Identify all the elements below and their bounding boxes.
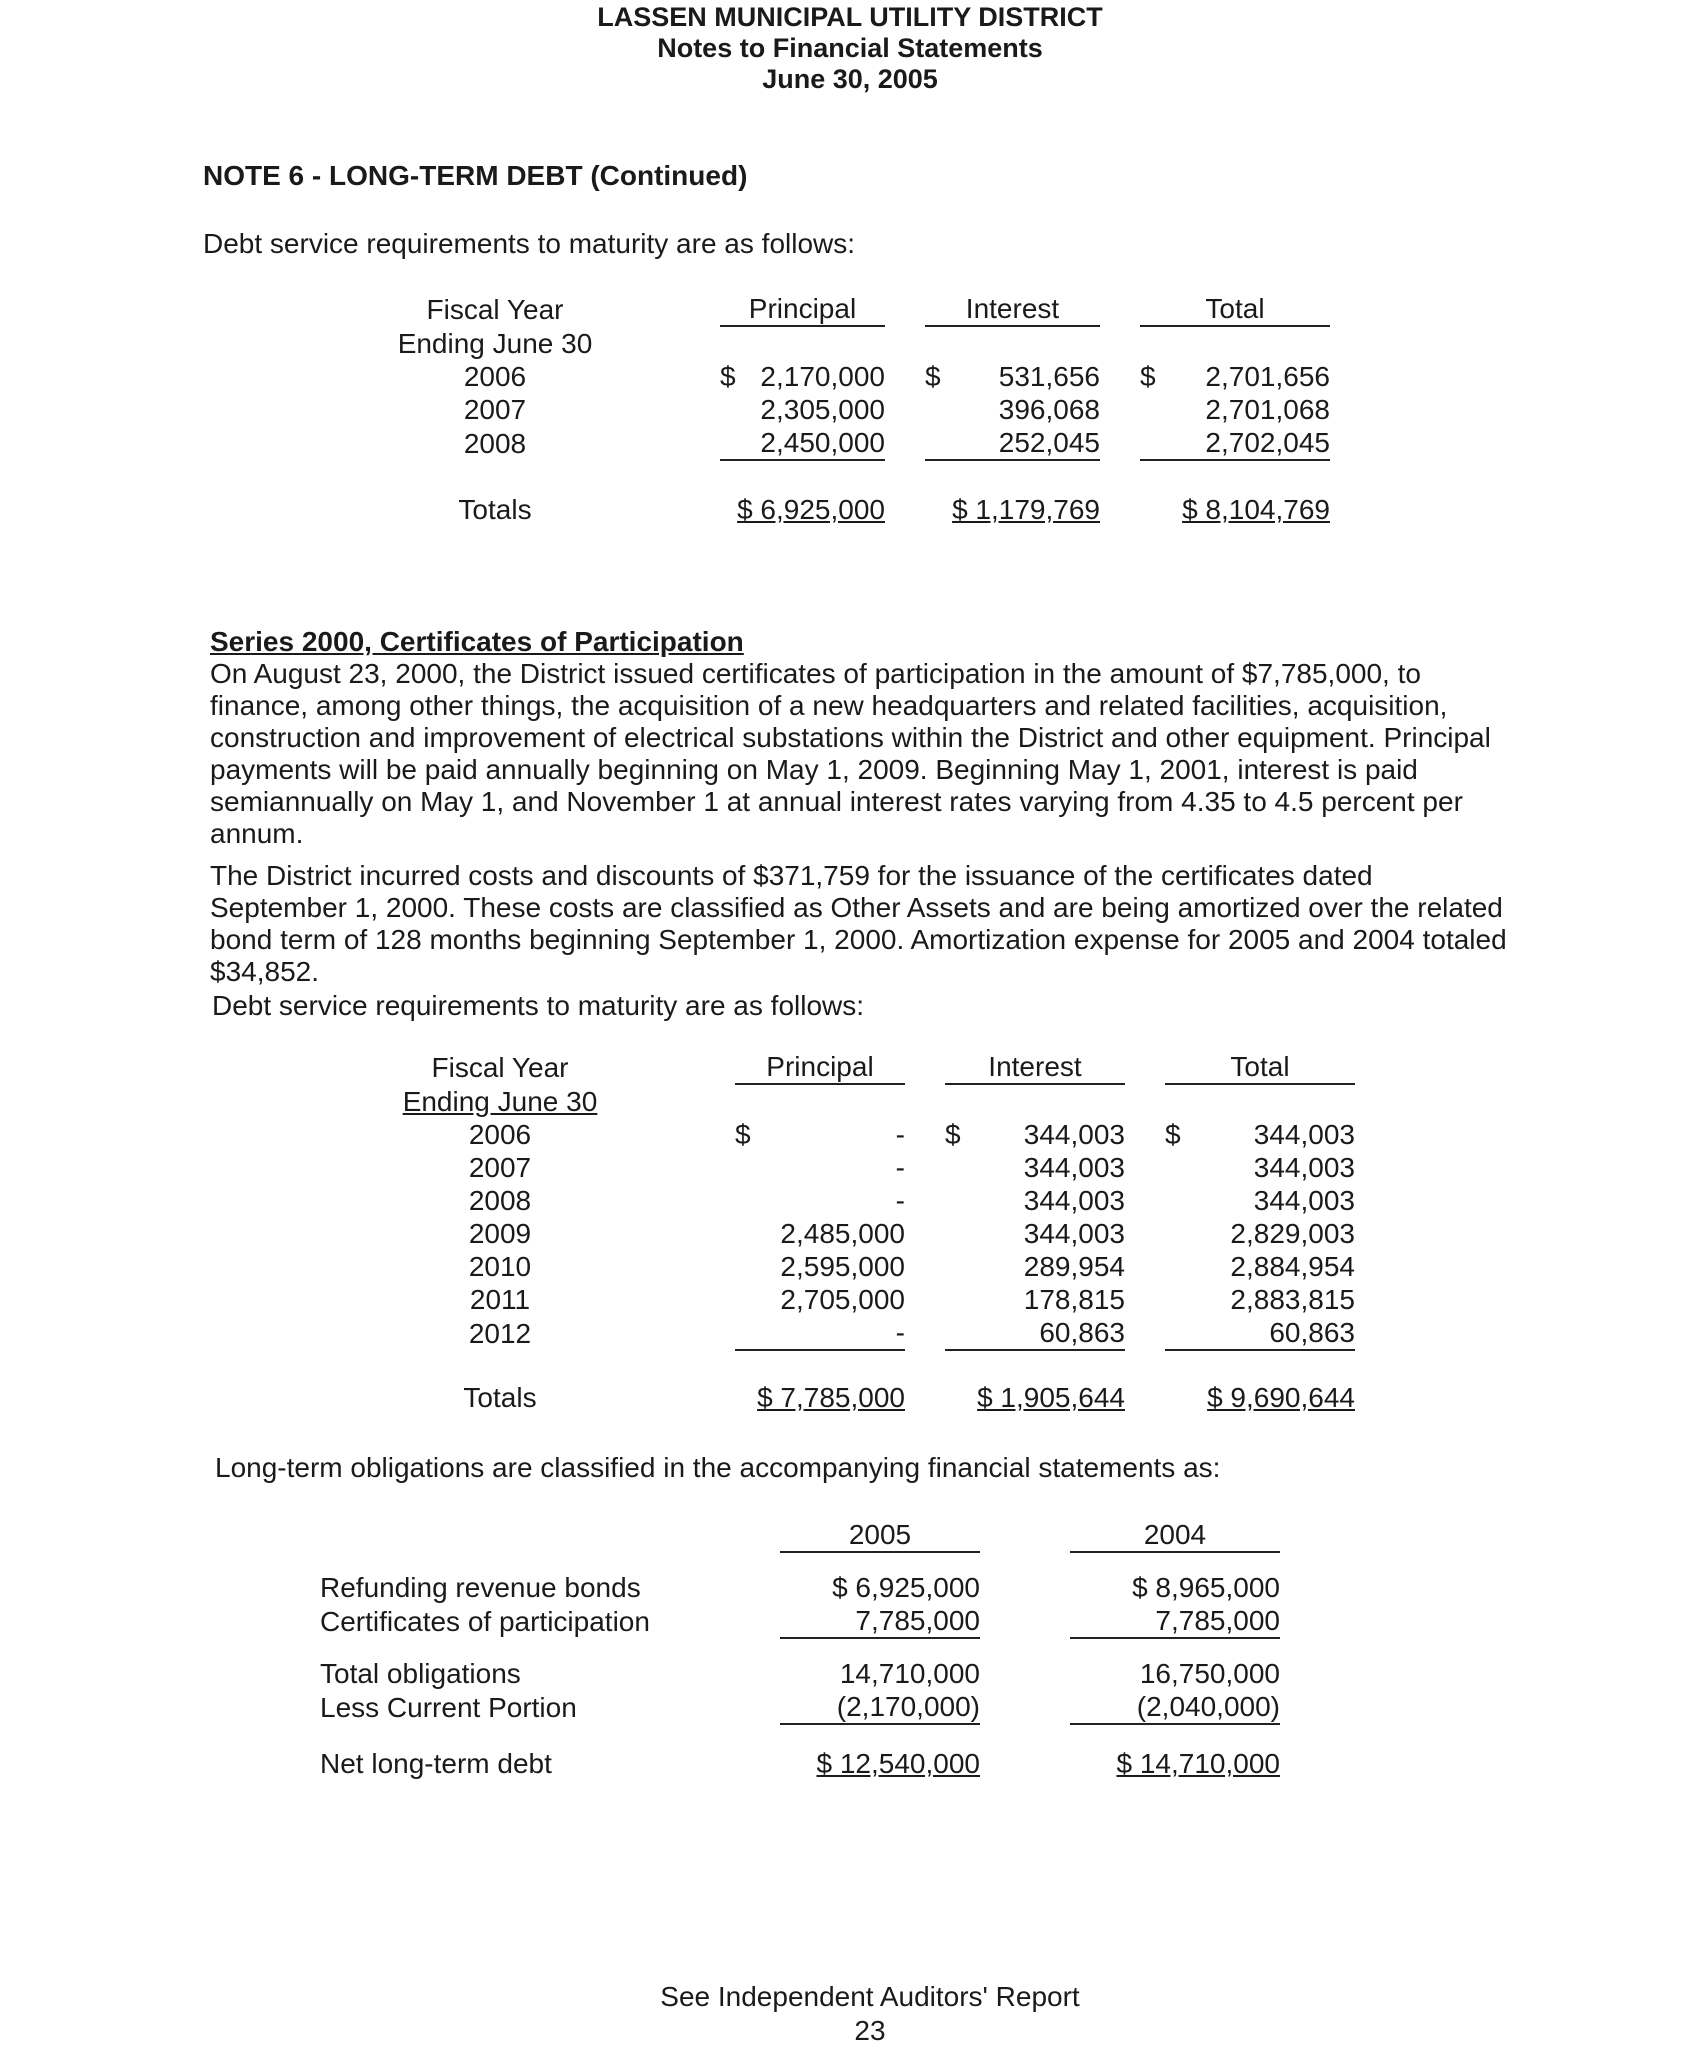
currency-cell <box>735 1151 760 1184</box>
year-cell: 2007 <box>468 1152 532 1183</box>
year-cell: 2007 <box>463 394 527 425</box>
table-header-row <box>385 292 1330 326</box>
principal-cell: 2,305,000 <box>760 394 885 425</box>
principal-total: $ 6,925,000 <box>737 494 885 525</box>
principal-header: Principal <box>720 292 885 326</box>
obligations-table <box>320 1518 1280 1780</box>
total-cell: 344,003 <box>1253 1152 1355 1183</box>
interest-header: Interest <box>925 292 1100 326</box>
row-label: Less Current Portion <box>320 1691 577 1723</box>
row-label: Net long-term debt <box>320 1748 552 1779</box>
principal-cell: 2,450,000 <box>745 426 885 460</box>
table-row <box>320 1747 1280 1780</box>
interest-cell: 396,068 <box>998 394 1100 425</box>
currency-cell <box>735 1316 760 1350</box>
ending-june-header: Ending June 30 <box>397 327 593 359</box>
auditors-report-note: See Independent Auditors' Report <box>660 1981 1080 2012</box>
currency-cell: $ <box>945 1119 961 1150</box>
currency-cell <box>945 1151 970 1184</box>
value-2004: (2,040,000) <box>1070 1690 1280 1724</box>
year-cell: 2012 <box>468 1317 532 1349</box>
page-number: 23 <box>854 2015 886 2046</box>
interest-cell: 289,954 <box>1023 1251 1125 1282</box>
currency-cell <box>735 1217 760 1250</box>
currency-cell <box>1165 1283 1190 1316</box>
total-header: Total <box>1165 1050 1355 1084</box>
table-row <box>395 1151 1355 1184</box>
document-subtitle: Notes to Financial Statements <box>657 33 1043 63</box>
ending-june-header: Ending June 30 <box>402 1085 598 1117</box>
interest-cell: 344,003 <box>1023 1185 1125 1216</box>
currency-cell <box>1140 393 1165 426</box>
interest-cell: 178,815 <box>1023 1284 1125 1315</box>
year-cell: 2008 <box>463 427 527 459</box>
interest-cell: 531,656 <box>998 361 1100 392</box>
principal-cell: - <box>895 1185 905 1216</box>
interest-cell: 344,003 <box>1023 1119 1125 1150</box>
principal-cell: 2,485,000 <box>780 1218 905 1249</box>
footer <box>0 1980 1700 2048</box>
currency-cell: $ <box>735 1119 751 1150</box>
value-2005: 14,710,000 <box>839 1658 980 1689</box>
total-cell: 2,701,068 <box>1205 394 1330 425</box>
currency-cell <box>720 393 745 426</box>
table-row <box>385 393 1330 426</box>
currency-cell <box>1140 426 1165 460</box>
table-row <box>395 1250 1355 1283</box>
principal-total: $ 7,785,000 <box>757 1382 905 1413</box>
table-row <box>385 360 1330 393</box>
row-label: Refunding revenue bonds <box>320 1572 641 1603</box>
currency-cell <box>1165 1316 1190 1350</box>
table-header-row <box>395 1050 1355 1084</box>
interest-total: $ 1,179,769 <box>952 494 1100 525</box>
document-date: June 30, 2005 <box>762 64 938 94</box>
interest-cell: 344,003 <box>1023 1218 1125 1249</box>
totals-row <box>395 1381 1355 1414</box>
currency-cell <box>945 1250 970 1283</box>
note-title: NOTE 6 - LONG-TERM DEBT (Continued) <box>203 160 748 191</box>
total-cell: 2,883,815 <box>1230 1284 1355 1315</box>
interest-header: Interest <box>945 1050 1125 1084</box>
year-2004-header: 2004 <box>1070 1518 1280 1552</box>
currency-cell <box>925 426 950 460</box>
year-cell: 2010 <box>468 1251 532 1282</box>
total-cell: 2,884,954 <box>1230 1251 1355 1282</box>
interest-cell: 252,045 <box>950 426 1100 460</box>
table-row <box>320 1604 1280 1638</box>
debt-schedule-table-1 <box>385 292 1330 526</box>
table-header-row <box>320 1518 1280 1552</box>
year-cell: 2011 <box>469 1284 531 1315</box>
value-2004: 16,750,000 <box>1139 1658 1280 1689</box>
document-header <box>0 2 1700 95</box>
row-label: Total obligations <box>320 1658 521 1689</box>
organization-name: LASSEN MUNICIPAL UTILITY DISTRICT <box>597 2 1103 32</box>
totals-row <box>385 493 1330 526</box>
year-2005-header: 2005 <box>780 1518 980 1552</box>
fiscal-year-header: Fiscal Year <box>431 1051 569 1083</box>
table-row <box>385 426 1330 460</box>
intro-text-3: Long-term obligations are classified in the accompanying financial statements as: <box>215 1452 1221 1483</box>
value-2005: $ 6,925,000 <box>832 1572 980 1603</box>
value-2005: $ 12,540,000 <box>816 1748 980 1779</box>
totals-label: Totals <box>463 1382 537 1413</box>
currency-cell <box>945 1184 970 1217</box>
row-label: Certificates of participation <box>320 1605 650 1637</box>
currency-cell: $ <box>1165 1119 1181 1150</box>
principal-header: Principal <box>735 1050 905 1084</box>
interest-cell: 344,003 <box>1023 1152 1125 1183</box>
total-header: Total <box>1140 292 1330 326</box>
table-row <box>395 1118 1355 1151</box>
currency-cell <box>735 1250 760 1283</box>
total-cell: 60,863 <box>1190 1316 1355 1350</box>
value-2005: 7,785,000 <box>780 1604 980 1638</box>
year-cell: 2009 <box>468 1218 532 1249</box>
fiscal-year-header: Fiscal Year <box>426 293 564 325</box>
total-cell: 2,701,656 <box>1205 361 1330 392</box>
principal-cell: 2,170,000 <box>760 361 885 392</box>
interest-total: $ 1,905,644 <box>977 1382 1125 1413</box>
table-row <box>395 1316 1355 1350</box>
table-row <box>320 1657 1280 1690</box>
principal-cell: 2,595,000 <box>780 1251 905 1282</box>
total-cell: 2,829,003 <box>1230 1218 1355 1249</box>
currency-cell: $ <box>720 361 736 392</box>
paragraph-1: On August 23, 2000, the District issued certificates of participation in the amount of $7,785,000, to finance, among other things, the acquisition of a new headquarters and related facilities, acquisition, construction and improvement of electrical substations within the District and other equipment. Principal payments will be paid annually beginning on May 1, 2009. Beginning May 1, 2001, interest is paid semiannually on May 1, and November 1 at annual interest rates varying from 4.35 to 4.5 percent per annum. <box>210 658 1491 849</box>
principal-cell: - <box>895 1152 905 1183</box>
year-cell: 2006 <box>468 1119 532 1150</box>
currency-cell <box>945 1316 970 1350</box>
table-row <box>395 1217 1355 1250</box>
table-row <box>395 1283 1355 1316</box>
table-row <box>320 1690 1280 1724</box>
table-row <box>320 1571 1280 1604</box>
currency-cell <box>945 1217 970 1250</box>
section-title: Series 2000, Certificates of Participation <box>210 626 744 657</box>
principal-cell: 2,705,000 <box>780 1284 905 1315</box>
table-row <box>395 1184 1355 1217</box>
value-2004: 7,785,000 <box>1070 1604 1280 1638</box>
currency-cell <box>1165 1250 1190 1283</box>
currency-cell: $ <box>1140 361 1156 392</box>
grand-total: $ 8,104,769 <box>1182 494 1330 525</box>
currency-cell <box>925 393 950 426</box>
intro-text-2: Debt service requirements to maturity are as follows: <box>212 990 865 1021</box>
table-header-row <box>395 1084 1355 1118</box>
table-header-row <box>385 326 1330 360</box>
total-cell: 344,003 <box>1253 1185 1355 1216</box>
total-cell: 2,702,045 <box>1165 426 1330 460</box>
principal-cell: - <box>895 1119 905 1150</box>
grand-total: $ 9,690,644 <box>1207 1382 1355 1413</box>
totals-label: Totals <box>458 494 532 525</box>
currency-cell <box>1165 1217 1190 1250</box>
paragraph-2: The District incurred costs and discounts of $371,759 for the issuance of the certificates dated September 1, 2000. These costs are classified as Other Assets and are being amortized over the related bond term of 128 months beginning September 1, 2000. Amortization expense for 2005 and 2004 totaled $34,852. <box>210 860 1507 987</box>
value-2005: (2,170,000) <box>780 1690 980 1724</box>
year-cell: 2008 <box>468 1185 532 1216</box>
currency-cell <box>1165 1184 1190 1217</box>
value-2004: $ 8,965,000 <box>1132 1572 1280 1603</box>
currency-cell <box>735 1184 760 1217</box>
value-2004: $ 14,710,000 <box>1116 1748 1280 1779</box>
intro-text-1: Debt service requirements to maturity are as follows: <box>203 228 856 259</box>
year-cell: 2006 <box>463 361 527 392</box>
currency-cell: $ <box>925 361 941 392</box>
debt-schedule-table-2 <box>395 1050 1355 1414</box>
currency-cell <box>720 426 745 460</box>
currency-cell <box>945 1283 970 1316</box>
currency-cell <box>1165 1151 1190 1184</box>
interest-cell: 60,863 <box>970 1316 1125 1350</box>
currency-cell <box>735 1283 760 1316</box>
total-cell: 344,003 <box>1253 1119 1355 1150</box>
principal-cell: - <box>760 1316 905 1350</box>
